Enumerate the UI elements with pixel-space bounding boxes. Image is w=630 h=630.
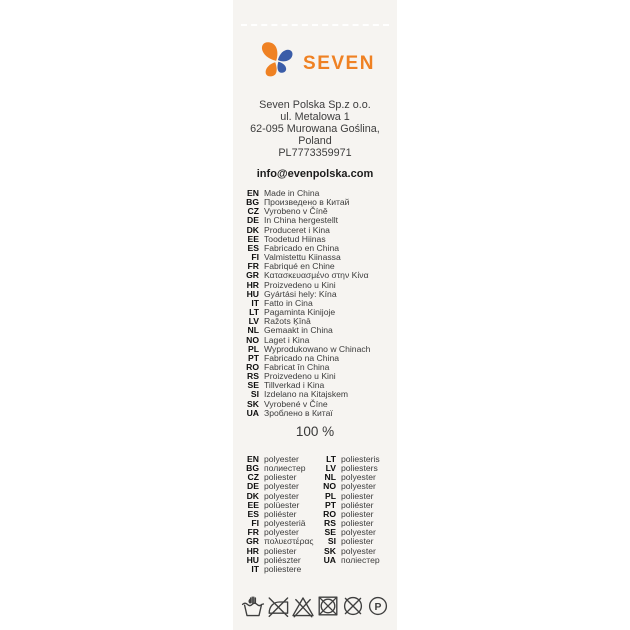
language-code: HU bbox=[246, 288, 259, 299]
made-in-text: Gemaakt in China bbox=[264, 325, 333, 336]
made-in-text: Wyprodukowano w Chinach bbox=[264, 343, 371, 354]
do-not-bleach-icon bbox=[291, 592, 315, 620]
address-line: Seven Polska Sp.z o.o. bbox=[259, 99, 371, 111]
brand-name: SEVEN bbox=[303, 52, 375, 74]
brand-logo bbox=[233, 34, 397, 86]
language-code: LT bbox=[249, 307, 259, 318]
language-code: FR bbox=[247, 527, 259, 538]
language-code: NO bbox=[246, 334, 259, 345]
composition-text: poliester bbox=[341, 508, 374, 519]
address-line: 62-095 Murowana Goślina, bbox=[250, 123, 380, 135]
composition-text: polyester bbox=[264, 527, 299, 538]
made-in-text: Tillverkad i Kina bbox=[264, 380, 325, 391]
hand-wash-icon bbox=[241, 592, 265, 620]
composition-text: poliestere bbox=[264, 563, 302, 574]
language-code: EE bbox=[247, 499, 259, 510]
address-line: PL7773359971 bbox=[278, 147, 352, 159]
composition-text: polyester bbox=[264, 454, 299, 464]
made-in-text: Proizvedeno u Kini bbox=[264, 279, 336, 290]
composition-column-left bbox=[245, 455, 322, 574]
composition-text: полиестер bbox=[264, 463, 306, 474]
composition-columns bbox=[245, 455, 395, 574]
made-in-text: Proizvedeno u Kini bbox=[264, 371, 336, 382]
company-address bbox=[233, 99, 397, 159]
made-in-text: Produceret i Kina bbox=[264, 224, 330, 235]
composition-text: poliester bbox=[341, 518, 374, 529]
made-in-text: Зроблено в Китаї bbox=[264, 407, 333, 418]
language-code: LT bbox=[326, 454, 336, 464]
language-code: PT bbox=[248, 352, 259, 363]
language-code: UA bbox=[323, 554, 336, 565]
made-in-text: Toodetud Hiinas bbox=[264, 233, 326, 244]
language-code: RO bbox=[246, 361, 259, 372]
language-code: RS bbox=[324, 518, 336, 529]
language-code: IT bbox=[251, 297, 259, 308]
language-code: PT bbox=[325, 499, 336, 510]
language-code: HR bbox=[246, 545, 259, 556]
made-in-text: Fabricat în China bbox=[264, 361, 330, 372]
language-code: SI bbox=[250, 389, 259, 400]
composition-text: poliesters bbox=[341, 463, 378, 474]
language-code: FR bbox=[247, 261, 259, 272]
do-not-iron-icon bbox=[266, 592, 290, 620]
butterfly-logo-icon bbox=[255, 37, 299, 83]
composition-text: poliester bbox=[264, 545, 297, 556]
made-in-text: Valmistettu Kiinassa bbox=[264, 252, 341, 263]
made-in-text: Fabricado en China bbox=[264, 242, 340, 253]
language-code: GR bbox=[246, 270, 259, 281]
composition-text: poliester bbox=[341, 536, 374, 547]
language-code: ES bbox=[247, 508, 259, 519]
composition-text: polyester bbox=[341, 545, 376, 556]
language-code: HU bbox=[246, 554, 259, 565]
language-code: LV bbox=[248, 316, 259, 327]
made-in-row bbox=[245, 409, 393, 418]
composition-text: poliesteris bbox=[341, 454, 380, 464]
language-code: DE bbox=[247, 481, 259, 492]
language-code: FI bbox=[251, 518, 259, 529]
language-code: CZ bbox=[247, 472, 259, 483]
care-label bbox=[233, 0, 397, 630]
made-in-text: Произведено в Китай bbox=[264, 197, 350, 208]
composition-text: poliészter bbox=[264, 554, 301, 565]
language-code: NL bbox=[324, 472, 336, 483]
language-code: GR bbox=[246, 536, 259, 547]
made-in-list bbox=[245, 189, 393, 418]
made-in-text: Fatto in Cina bbox=[264, 297, 313, 308]
language-code: ES bbox=[247, 242, 259, 253]
language-code: IT bbox=[251, 563, 259, 574]
made-in-text: Vyrobeno v Číně bbox=[264, 206, 328, 217]
made-in-text: In China hergestellt bbox=[264, 215, 339, 226]
address-line: ul. Metalowa 1 bbox=[280, 111, 350, 123]
language-code: DE bbox=[247, 215, 259, 226]
language-code: RS bbox=[247, 371, 259, 382]
made-in-text: Made in China bbox=[264, 188, 320, 198]
language-code: FI bbox=[251, 252, 259, 263]
composition-text: poliester bbox=[264, 472, 297, 483]
made-in-text: Κατασκευασμένο στην Κίνα bbox=[264, 270, 369, 281]
made-in-text: Laget i Kina bbox=[264, 334, 310, 345]
made-in-text: Ražots Ķīnā bbox=[264, 316, 311, 327]
composition-text: poliester bbox=[341, 490, 374, 501]
made-in-text: Izdelano na Kitajskem bbox=[264, 389, 349, 400]
composition-text: polyester bbox=[341, 472, 376, 483]
language-code: NO bbox=[323, 481, 336, 492]
made-in-text: Fabriqué en Chine bbox=[264, 261, 335, 272]
language-code: SK bbox=[247, 398, 259, 409]
language-code: PL bbox=[248, 343, 259, 354]
care-symbols-row bbox=[233, 592, 397, 620]
svg-text:P: P bbox=[374, 601, 381, 613]
language-code: BG bbox=[246, 197, 259, 208]
made-in-text: Vyrobené v Číne bbox=[264, 398, 328, 409]
do-not-tumble-dry-icon bbox=[316, 592, 340, 620]
language-code: LV bbox=[325, 463, 336, 474]
do-not-dry-clean-icon bbox=[341, 592, 365, 620]
language-code: HR bbox=[246, 279, 259, 290]
dry-clean-p-icon bbox=[366, 592, 390, 620]
composition-text: polyester bbox=[264, 481, 299, 492]
perforation-line bbox=[241, 24, 389, 26]
language-code: EN bbox=[247, 454, 259, 464]
composition-text: поліестер bbox=[341, 554, 380, 565]
language-code: SE bbox=[247, 380, 259, 391]
made-in-text: Pagaminta Kinijoje bbox=[264, 307, 336, 318]
composition-text: polyester bbox=[341, 527, 376, 538]
composition-row bbox=[245, 565, 322, 574]
composition-text: polyester bbox=[341, 481, 376, 492]
made-in-text: Gyártási hely: Kína bbox=[264, 288, 337, 299]
composition-percentage: 100 % bbox=[295, 424, 335, 439]
language-code: EN bbox=[247, 188, 259, 198]
language-code: PL bbox=[325, 490, 336, 501]
composition-text: polyester bbox=[264, 490, 299, 501]
language-code: UA bbox=[246, 407, 259, 418]
composition-text: polüester bbox=[264, 499, 300, 510]
language-code: DK bbox=[246, 490, 259, 501]
language-code: SK bbox=[324, 545, 336, 556]
language-code: NL bbox=[247, 325, 259, 336]
language-code: DK bbox=[246, 224, 259, 235]
language-code: SI bbox=[327, 536, 336, 547]
language-code: RO bbox=[323, 508, 336, 519]
made-in-text: Fabricado na China bbox=[264, 352, 340, 363]
composition-column-right bbox=[322, 455, 397, 574]
composition-text: poliéster bbox=[264, 508, 297, 519]
address-line: Poland bbox=[298, 135, 332, 147]
language-code: CZ bbox=[247, 206, 259, 217]
language-code: EE bbox=[247, 233, 259, 244]
composition-row bbox=[322, 556, 397, 565]
composition-text: polyesteriä bbox=[264, 518, 306, 529]
composition-text: poliéster bbox=[341, 499, 374, 510]
language-code: SE bbox=[324, 527, 336, 538]
language-code: BG bbox=[246, 463, 259, 474]
contact-email: info@evenpolska.com bbox=[256, 168, 374, 180]
composition-text: πολυεστέρας bbox=[264, 536, 314, 547]
